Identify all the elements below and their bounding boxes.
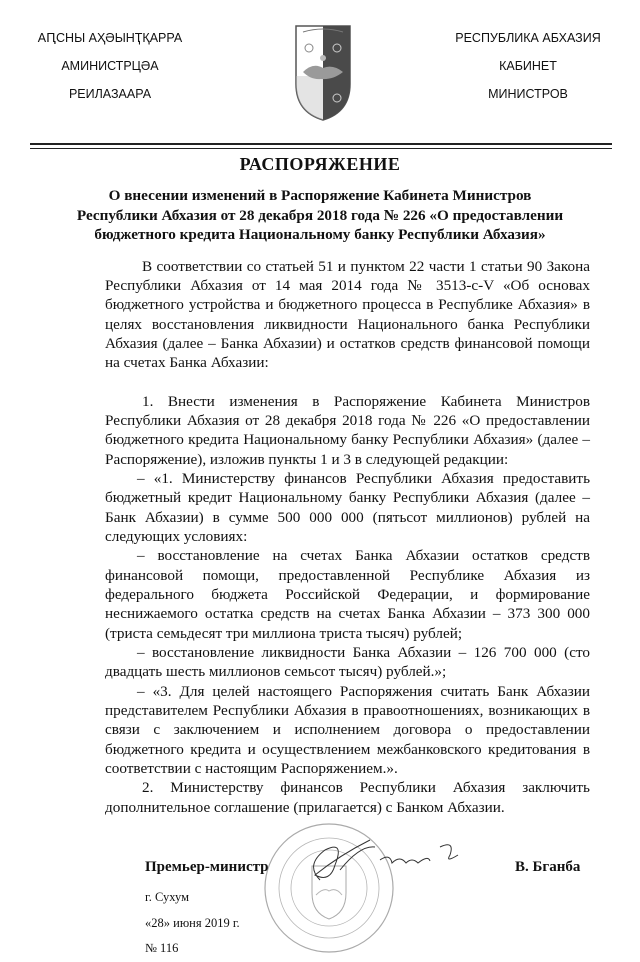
paragraph-condition-1: – восстановление на счетах Банка Абхазии остатков средств финансовой помощи, предоставленной Республике Абхазия из федерального бюджета Российской Федерации, и формирование неснижаемого остатка средств на счетах Банка Абхазии – 373 300 000 (триста семьдесят три миллиона триста тысяч) рублей; bbox=[105, 547, 590, 642]
letterhead bbox=[0, 0, 640, 152]
document-meta bbox=[145, 885, 640, 962]
paragraph-item-2: 2. Министерству финансов Республики Абхазия заключить дополнительное соглашение (прилагается) с Банком Абхазии. bbox=[105, 779, 590, 816]
document-body bbox=[105, 257, 590, 818]
document-city: г. Сухум bbox=[145, 890, 190, 905]
paragraph-item-1: 1. Внести изменения в Распоряжение Кабинета Министров Республики Абхазия от 28 декабря 2018 года № 226 «О предоставлении бюджетного кредита Национальному банку Республики Абхазия» (далее – Распоряжение), изложив пункты 1 и 3 в следующей редакции: bbox=[105, 392, 590, 468]
paragraph-item-1-text: – «1. Министерству финансов Республики Абхазия предоставить бюджетный кредит Национальному банку Республики Абхазия (далее – Банк Абхазии) в сумме 500 000 000 (пятьсот миллионов) рублей на следующих условиях: bbox=[105, 469, 590, 545]
header-divider-thin bbox=[30, 148, 612, 149]
header-right bbox=[438, 24, 618, 108]
header-left-line: АԤСНЫ АҲӘЫНҬҚАРРА bbox=[37, 31, 183, 45]
header-right-line: МИНИСТРОВ bbox=[488, 87, 568, 101]
header-right-line: КАБИНЕТ bbox=[499, 59, 557, 73]
coat-of-arms-emblem bbox=[293, 24, 353, 122]
header-left-line: АМИНИСТРЦӘА bbox=[61, 59, 159, 73]
paragraph-item-3-text: – «3. Для целей настоящего Распоряжения считать Банк Абхазии представителем Республики Абхазия в правоотношениях, возникающих в связи с заключением и исполнением договора о предоставлении бюджетного кредита и осуществлением межбанковского кредитования в соответствии с настоящим Распоряжением.». bbox=[105, 682, 590, 778]
signature-row bbox=[0, 855, 640, 885]
document-number: № 116 bbox=[145, 941, 179, 956]
header-left-line: РЕИЛАЗААРА bbox=[68, 87, 152, 101]
document-title: РАСПОРЯЖЕНИЕ bbox=[239, 154, 401, 174]
signatory-name: В. Бганба bbox=[515, 859, 581, 876]
header-right-line: РЕСПУБЛИКА АБХАЗИЯ bbox=[455, 31, 601, 45]
header-divider bbox=[30, 143, 612, 145]
paragraph-preamble: В соответствии со статьей 51 и пунктом 22 части 1 статьи 90 Закона Республики Абхазия от 14 мая 2014 года № 3513-с-V «Об основах бюджетного устройства и бюджетного процесса в Республике Абхазия» в целях восстановления ликвидности Национального банка Республики Абхазия (далее – Банка Абхазии) и остатков средств финансовой помощи на счетах Банка Абхазии: bbox=[105, 257, 590, 372]
paragraph-condition-2: – восстановление ликвидности Банка Абхазии – 126 700 000 (сто двадцать шесть миллионов семьсот тысяч) рублей.»; bbox=[105, 644, 590, 681]
signatory-position: Премьер-министр bbox=[145, 859, 269, 876]
handwritten-signature bbox=[300, 835, 470, 890]
document-subtitle: О внесении изменений в Распоряжение Кабинета Министров Республики Абхазия от 28 декабря 2018 года № 226 «О предоставлении бюджетного кредита Национальному банку Республики Абхазия» bbox=[76, 187, 564, 243]
document-date: «28» июня 2019 г. bbox=[145, 915, 240, 930]
header-left bbox=[20, 24, 200, 108]
